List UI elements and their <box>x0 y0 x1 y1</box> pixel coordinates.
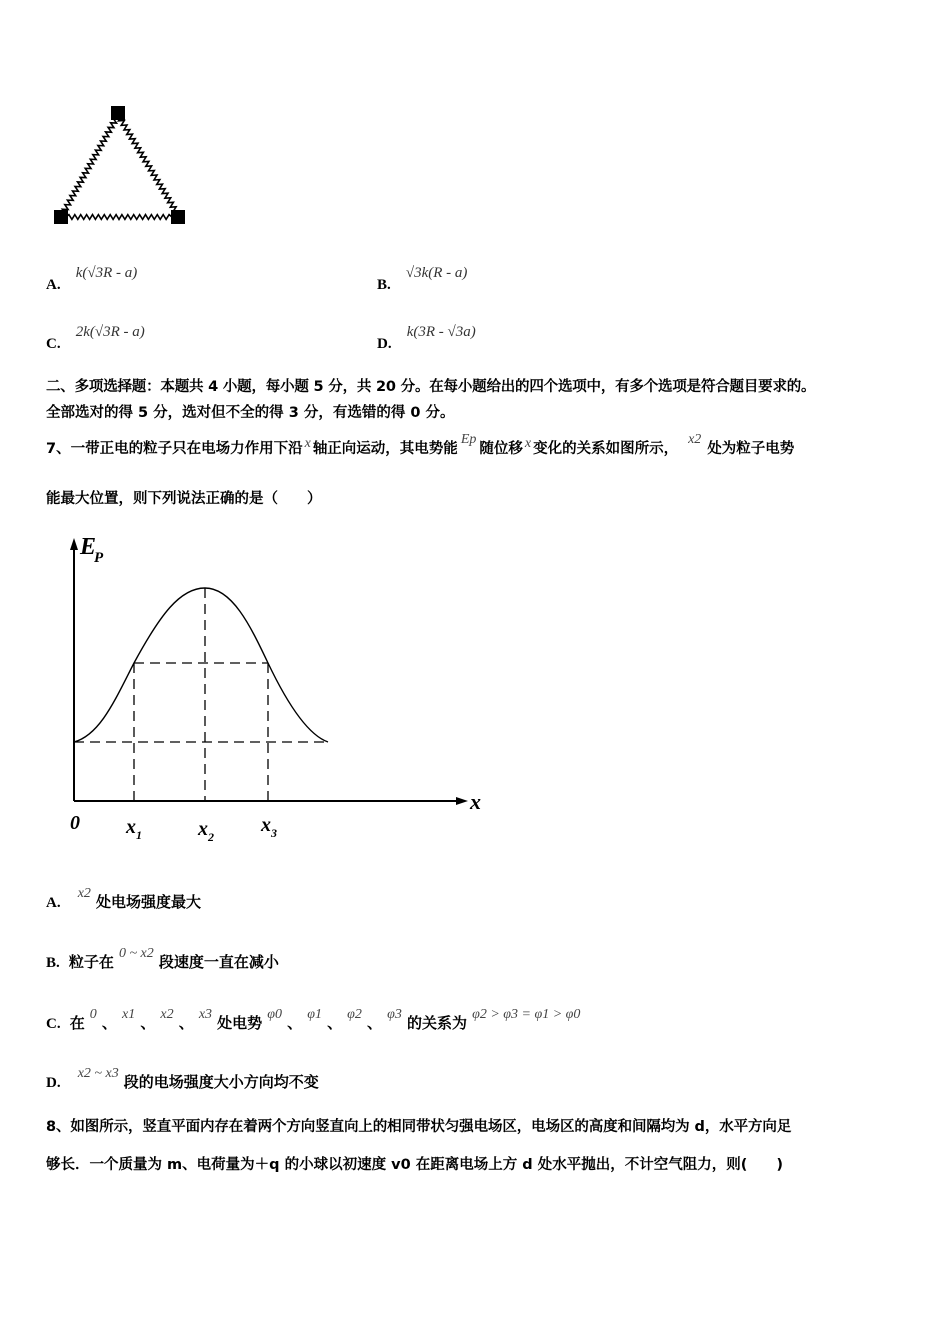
ep-curve <box>74 588 328 742</box>
option-expression: k(√3R - a) <box>75 265 138 281</box>
math-symbol: x <box>524 436 532 451</box>
option-letter: B. <box>377 277 391 293</box>
option-letter: A. <box>46 277 61 293</box>
option-letter: D. <box>377 336 392 352</box>
option-text: 处电势 <box>217 1014 263 1032</box>
separator: 、 <box>327 1014 343 1032</box>
q7-option-c[interactable] <box>46 1003 581 1032</box>
option-text: 在 <box>69 1014 85 1032</box>
q6-option-d[interactable] <box>377 321 476 352</box>
option-text: 粒子在 <box>68 953 114 971</box>
spring-bottom <box>66 215 172 220</box>
option-text: 处电场强度最大 <box>96 893 202 911</box>
math-symbol: Ep <box>460 432 477 447</box>
option-text: 段速度一直在减小 <box>158 953 279 971</box>
x-axis-label: x <box>470 789 481 814</box>
q7-option-a[interactable] <box>46 884 202 911</box>
y-axis-arrow <box>70 538 78 550</box>
q7-text: 处为粒子电势 <box>707 441 795 457</box>
option-math: x1 <box>122 1007 136 1022</box>
separator: 、 <box>140 1014 156 1032</box>
q7-stem-line1 <box>46 432 795 461</box>
option-math: φ1 <box>307 1007 322 1022</box>
tick-x3: $x_3$ <box>261 814 277 840</box>
option-math: 0 <box>89 1007 97 1022</box>
q7-text: 7、一带正电的粒子只在电场力作用下沿 <box>46 441 303 457</box>
math-symbol: x <box>304 436 311 451</box>
option-math: φ2 <box>347 1007 362 1022</box>
q7-text: 随位移 <box>479 441 523 457</box>
option-math: x2 ~ x3 <box>77 1066 119 1081</box>
q7-stem-line2: 能最大位置，则下列说法正确的是（ ） <box>46 491 322 507</box>
option-math: x3 <box>198 1007 213 1022</box>
y-axis-label-sub: P <box>94 550 104 566</box>
q8-stem-line2: 够长．一个质量为 m、电荷量为＋q 的小球以初速度 v0 在距离电场上方 d 处水平抛出，不计空气阻力，则( ) <box>46 1157 783 1173</box>
option-math: x2 <box>160 1007 174 1022</box>
option-math: φ3 <box>387 1007 402 1022</box>
tick-x1: $x_1$ <box>126 816 142 842</box>
option-math: x2 <box>77 886 91 901</box>
mass-bottom-right <box>171 210 185 224</box>
option-letter: C. <box>46 1016 61 1032</box>
ep-x-graph <box>60 530 500 860</box>
q6-option-c[interactable] <box>46 321 145 352</box>
section-heading-line1: 二、多项选择题：本题共 4 小题，每小题 5 分，共 20 分。在每小题给出的四个选项中，有多个选项是符合题目要求的。 <box>46 379 816 395</box>
option-expression: 2k(√3R - a) <box>75 324 145 340</box>
x-axis-arrow <box>456 797 468 805</box>
option-expression: k(3R - √3a) <box>406 324 476 340</box>
tick-x2: $x_2$ <box>198 818 214 844</box>
separator: 、 <box>178 1014 194 1032</box>
origin-label: 0 <box>70 812 80 834</box>
q7-option-b[interactable] <box>46 942 279 971</box>
mass-top <box>111 106 125 120</box>
option-letter: D. <box>46 1075 61 1091</box>
q8-stem-line1: 8、如图所示，竖直平面内存在着两个方向竖直向上的相同带状匀强电场区，电场区的高度和间隔均为 d，水平方向足 <box>46 1119 792 1135</box>
separator: 、 <box>367 1014 383 1032</box>
option-math: 0 ~ x2 <box>118 946 154 961</box>
option-letter: C. <box>46 336 61 352</box>
option-math: φ2 > φ3 = φ1 > φ0 <box>472 1007 581 1022</box>
y-axis-label: E <box>80 534 97 560</box>
option-text: 的关系为 <box>406 1014 467 1032</box>
option-math: φ0 <box>267 1007 283 1022</box>
q7-option-d[interactable] <box>46 1062 319 1091</box>
mass-bottom-left <box>54 210 68 224</box>
q6-option-b[interactable] <box>377 262 468 293</box>
spring-left <box>62 115 119 215</box>
option-text: 段的电场强度大小方向均不变 <box>123 1073 319 1091</box>
section-heading-line2: 全部选对的得 5 分，选对但不全的得 3 分，有选错的得 0 分。 <box>46 405 455 421</box>
option-letter: A. <box>46 895 61 911</box>
spring-triangle-figure <box>40 95 210 235</box>
option-expression: √3k(R - a) <box>405 265 468 281</box>
q7-text: 变化的关系如图所示， <box>533 441 679 457</box>
q7-text: 轴正向运动，其电势能 <box>312 441 458 457</box>
separator: 、 <box>101 1014 117 1032</box>
option-letter: B. <box>46 955 60 971</box>
q6-option-a[interactable] <box>46 262 138 293</box>
separator: 、 <box>287 1014 303 1032</box>
math-symbol: x2 <box>688 432 702 447</box>
spring-right <box>118 115 179 215</box>
